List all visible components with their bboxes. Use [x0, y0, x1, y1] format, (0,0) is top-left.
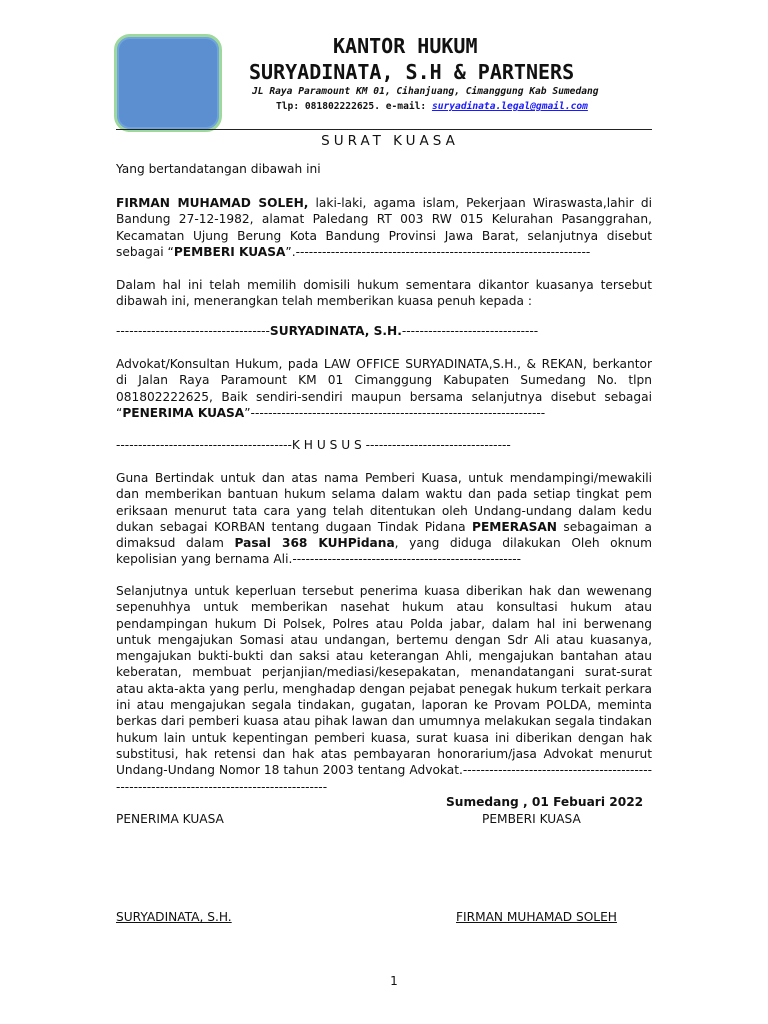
pemberi-tail: ”.-------------------------------------------------------------------	[285, 244, 591, 259]
penerima-signature-name: SURYADINATA, S.H.	[116, 910, 232, 924]
dash-left: -----------------------------------	[116, 324, 270, 338]
penerima-paragraph	[116, 356, 652, 421]
phone-text: Tlp: 081802222625. e-mail:	[276, 101, 432, 112]
intro-text: Yang bertandatangan dibawah ini	[116, 162, 321, 176]
pemberi-text: laki-laki, agama islam, Pekerjaan Wiraswasta,lahir di Bandung 27-12-1982, alamat Paledang RT 003 RW 015 Kelurahan Pasanggrahan, Kecamatan Ujung Berung Kota Bandung Provinsi Jawa Barat, selanjutnya disebut sebagai “	[116, 196, 652, 259]
khusus-part1: Guna Bertindak untuk dan atas nama Pemberi Kuasa, untuk mendampingi/mewakili dan memberikan bantuan hukum selama dalam waktu dan pada setiap tingkat pem eriksaan menurut tata cara yang telah ditentukan oleh Undang-undang dalam kedu dukan sebagai KORBAN tentang dugaan Tindak Pidana	[116, 471, 652, 534]
office-address: JL Raya Paramount KM 01, Cihanjuang, Cimanggung Kab Sumedang	[252, 86, 599, 97]
document-title: SURAT KUASA	[321, 133, 459, 149]
penerima-heading	[116, 324, 652, 338]
penerima-name: SURYADINATA, S.H.	[269, 324, 402, 338]
pemberi-signature-name: FIRMAN MUHAMAD SOLEH	[456, 910, 617, 924]
khusus-heading	[116, 438, 652, 452]
header-divider	[116, 129, 652, 130]
penerima-role: PENERIMA KUASA	[122, 405, 245, 420]
dash-left: ----------------------------------------	[116, 438, 292, 452]
khusus-part3: , yang diduga dilakukan Oleh oknum kepolisian yang bernama Ali.----------------------------------------------------	[116, 536, 652, 567]
email-link[interactable]: suryadinata.legal@gmail.com	[431, 101, 588, 112]
office-title: KANTOR HUKUM	[333, 34, 478, 58]
khusus-paragraph	[116, 470, 652, 568]
place-date: Sumedang , 01 Febuari 2022	[446, 795, 644, 809]
penerima-text: Advokat/Konsultan Hukum, pada LAW OFFICE SURYADINATA,S.H., & REKAN, berkantor di Jalan Raya Paramount KM 01 Cimanggung Kabupaten Sumedang No. tlpn 081802222625, Baik sendiri-sendiri maupun bersama selanjutnya disebut sebagai “	[116, 357, 652, 420]
office-logo	[114, 34, 222, 132]
dash-right: ---------------------------------	[361, 438, 511, 452]
selanjutnya-paragraph: Selanjutnya untuk keperluan tersebut penerima kuasa diberikan hak dan wewenang sepenuhhya untuk memberikan nasehat hukum atau konsultasi hukum atau pendampingan hukum Di Polsek, Polres atau Polda jabar, dalam hal ini berwenang untuk mengajukan Somasi atau undangan, bertemu dengan Sdr Ali atau kuasanya, mengajukan bukti-bukti dan saksi atau keterangan Ahli, mengajukan bantahan atau keberatan, membuat perjanjian/mediasi/kesepakatan, menandatangani surat-surat atau akta-akta yang perlu, menghadap dengan pejabat penegak hukum terkait perkara ini atau mengajukan segala tindakan, gugatan, laporan ke Provam POLDA, meminta berkas dari pemberi kuasa atau pihak lawan dan umumnya melakukan segala tindakan hukum lain untuk kepentingan pemberi kuasa, surat kuasa ini diberikan dengan hak substitusi, hak retensi dan hak atas pembayaran honorarium/jasa Advokat menurut Undang-Undang Nomor 18 tahun 2003 tentang Advokat.-------------------------------------------------------------------------------------------	[116, 584, 652, 794]
pemberi-name: FIRMAN MUHAMAD SOLEH,	[116, 196, 309, 210]
penerima-role-label: PENERIMA KUASA	[116, 812, 224, 826]
domisili-paragraph: Dalam hal ini telah memilih domisili hukum sementara dikantor kuasanya tersebut dibawah ini, menerangkan telah memberikan kuasa penuh kepada :	[116, 278, 652, 309]
khusus-bold2: Pasal 368 KUHPidana	[234, 536, 395, 551]
page-number: 1	[390, 974, 398, 988]
pemberi-role-label: PEMBERI KUASA	[482, 812, 581, 826]
khusus-word: K H U S U S	[291, 438, 362, 452]
penerima-tail: ”-------------------------------------------------------------------	[244, 405, 546, 420]
khusus-bold1: PEMERASAN	[472, 519, 557, 534]
pemberi-role: PEMBERI KUASA	[173, 244, 286, 259]
dash-right: -------------------------------	[401, 324, 539, 338]
office-contact	[276, 101, 588, 112]
pemberi-paragraph	[116, 195, 652, 260]
khusus-part2: sebagaiman a dimaksud dalam	[116, 519, 652, 551]
office-name: SURYADINATA, S.H & PARTNERS	[249, 60, 575, 84]
